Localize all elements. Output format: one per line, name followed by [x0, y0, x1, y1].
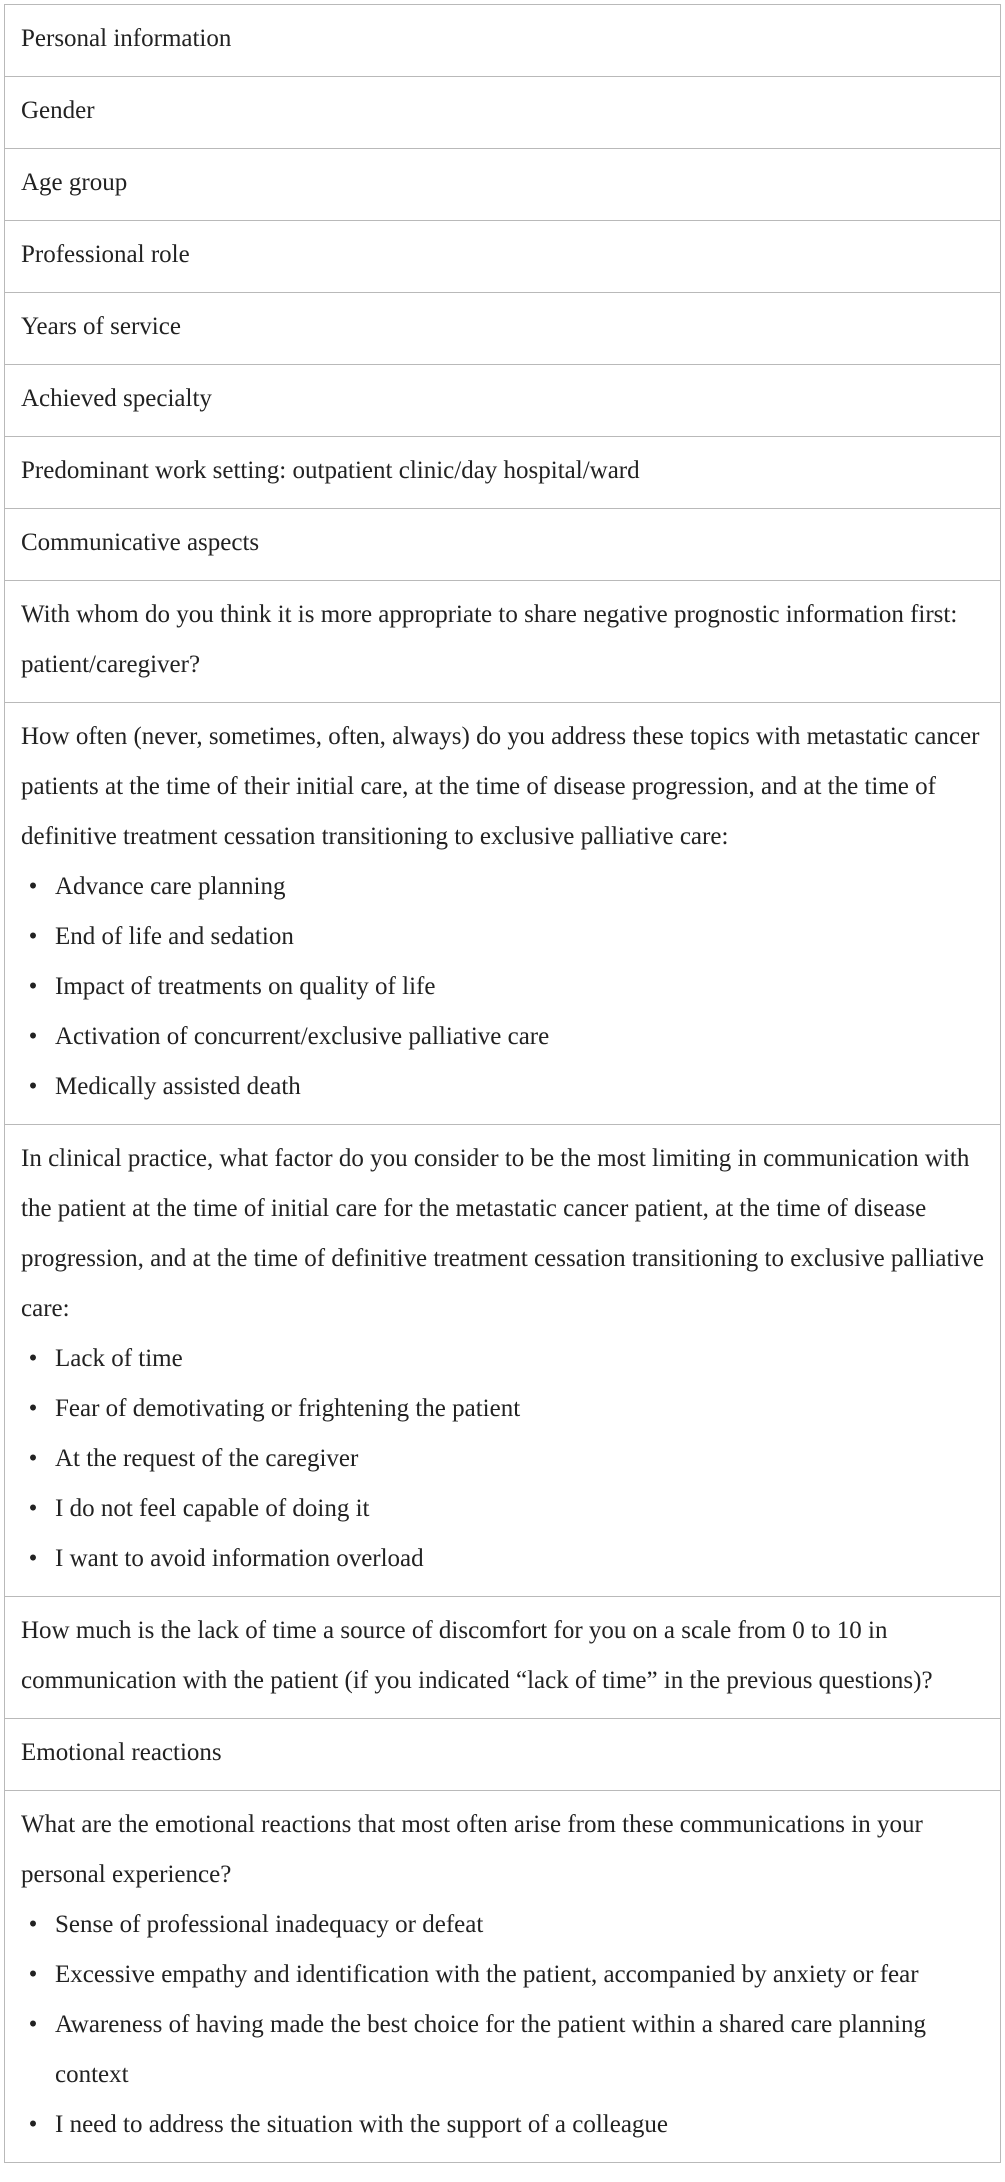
question-text: In clinical practice, what factor do you consider to be the most limiting in communication with the patient at the time of initial care for the metastatic cancer patient, at the time of disease progression, and at the time of definitive treatment cessation transitioning to exclusive palliative care: [21, 1145, 984, 1322]
bullet-icon: • [28, 1073, 38, 1100]
bullet-icon: • [28, 1395, 38, 1422]
table-row [5, 221, 1001, 293]
bullet-icon: • [28, 973, 38, 1000]
bullet-icon: • [28, 2011, 38, 2038]
item-gender: Gender [5, 77, 1001, 149]
bullet-icon: • [28, 873, 38, 900]
bullet-icon: • [28, 1445, 38, 1472]
option-list [21, 862, 984, 1112]
section-heading-professional-role: Professional role [5, 221, 1001, 293]
section-heading-personal-information: Personal information [5, 5, 1001, 77]
list-item: • Awareness of having made the best choice for the patient within a shared care planning context [21, 2000, 984, 2100]
question-share-prognostic-info: With whom do you think it is more appropriate to share negative prognostic information first: patient/caregiver? [5, 581, 1001, 703]
section-heading-emotional-reactions: Emotional reactions [5, 1719, 1001, 1791]
questionnaire-table-container [4, 4, 1001, 2163]
table-row [5, 1597, 1001, 1719]
table-row [5, 1791, 1001, 2163]
bullet-icon: • [28, 1911, 38, 1938]
table-row [5, 77, 1001, 149]
list-item: • Advance care planning [21, 862, 984, 912]
table-row [5, 1125, 1001, 1597]
bullet-icon: • [28, 1545, 38, 1572]
list-item: • Excessive empathy and identification with the patient, accompanied by anxiety or fear [21, 1950, 984, 2000]
list-item: • Medically assisted death [21, 1062, 984, 1112]
item-years-of-service: Years of service [5, 293, 1001, 365]
bullet-icon: • [28, 923, 38, 950]
list-item: • Lack of time [21, 1334, 984, 1384]
list-item: • Activation of concurrent/exclusive palliative care [21, 1012, 984, 1062]
table-row [5, 149, 1001, 221]
table-row [5, 5, 1001, 77]
item-age-group: Age group [5, 149, 1001, 221]
table-row [5, 365, 1001, 437]
list-item: • Fear of demotivating or frightening the patient [21, 1384, 984, 1434]
list-item: • I want to avoid information overload [21, 1534, 984, 1584]
table-row [5, 509, 1001, 581]
bullet-icon: • [28, 2111, 38, 2138]
list-item: • Impact of treatments on quality of life [21, 962, 984, 1012]
option-list [21, 1900, 984, 2150]
table-row [5, 293, 1001, 365]
list-item: • Sense of professional inadequacy or defeat [21, 1900, 984, 1950]
bullet-icon: • [28, 1023, 38, 1050]
table-row [5, 703, 1001, 1125]
question-topic-frequency [5, 703, 1001, 1125]
list-item: • I do not feel capable of doing it [21, 1484, 984, 1534]
table-row [5, 581, 1001, 703]
question-text: What are the emotional reactions that most often arise from these communications in your personal experience? [21, 1811, 923, 1888]
bullet-icon: • [28, 1345, 38, 1372]
table-row [5, 1719, 1001, 1791]
question-text: How often (never, sometimes, often, always) do you address these topics with metastatic cancer patients at the time of their initial care, at the time of disease progression, and at the time of definitive treatment cessation transitioning to exclusive palliative care: [21, 723, 980, 850]
list-item: • At the request of the caregiver [21, 1434, 984, 1484]
bullet-icon: • [28, 1961, 38, 1988]
section-heading-communicative-aspects: Communicative aspects [5, 509, 1001, 581]
item-achieved-specialty: Achieved specialty [5, 365, 1001, 437]
table-row [5, 437, 1001, 509]
list-item: • I need to address the situation with the support of a colleague [21, 2100, 984, 2150]
bullet-icon: • [28, 1495, 38, 1522]
question-limiting-factor [5, 1125, 1001, 1597]
questionnaire-table [4, 4, 1001, 2163]
question-lack-of-time-discomfort: How much is the lack of time a source of discomfort for you on a scale from 0 to 10 in communication with the patient (if you indicated “lack of time” in the previous questions)? [5, 1597, 1001, 1719]
list-item: • End of life and sedation [21, 912, 984, 962]
item-work-setting: Predominant work setting: outpatient clinic/day hospital/ward [5, 437, 1001, 509]
option-list [21, 1334, 984, 1584]
question-emotional-reactions [5, 1791, 1001, 2163]
